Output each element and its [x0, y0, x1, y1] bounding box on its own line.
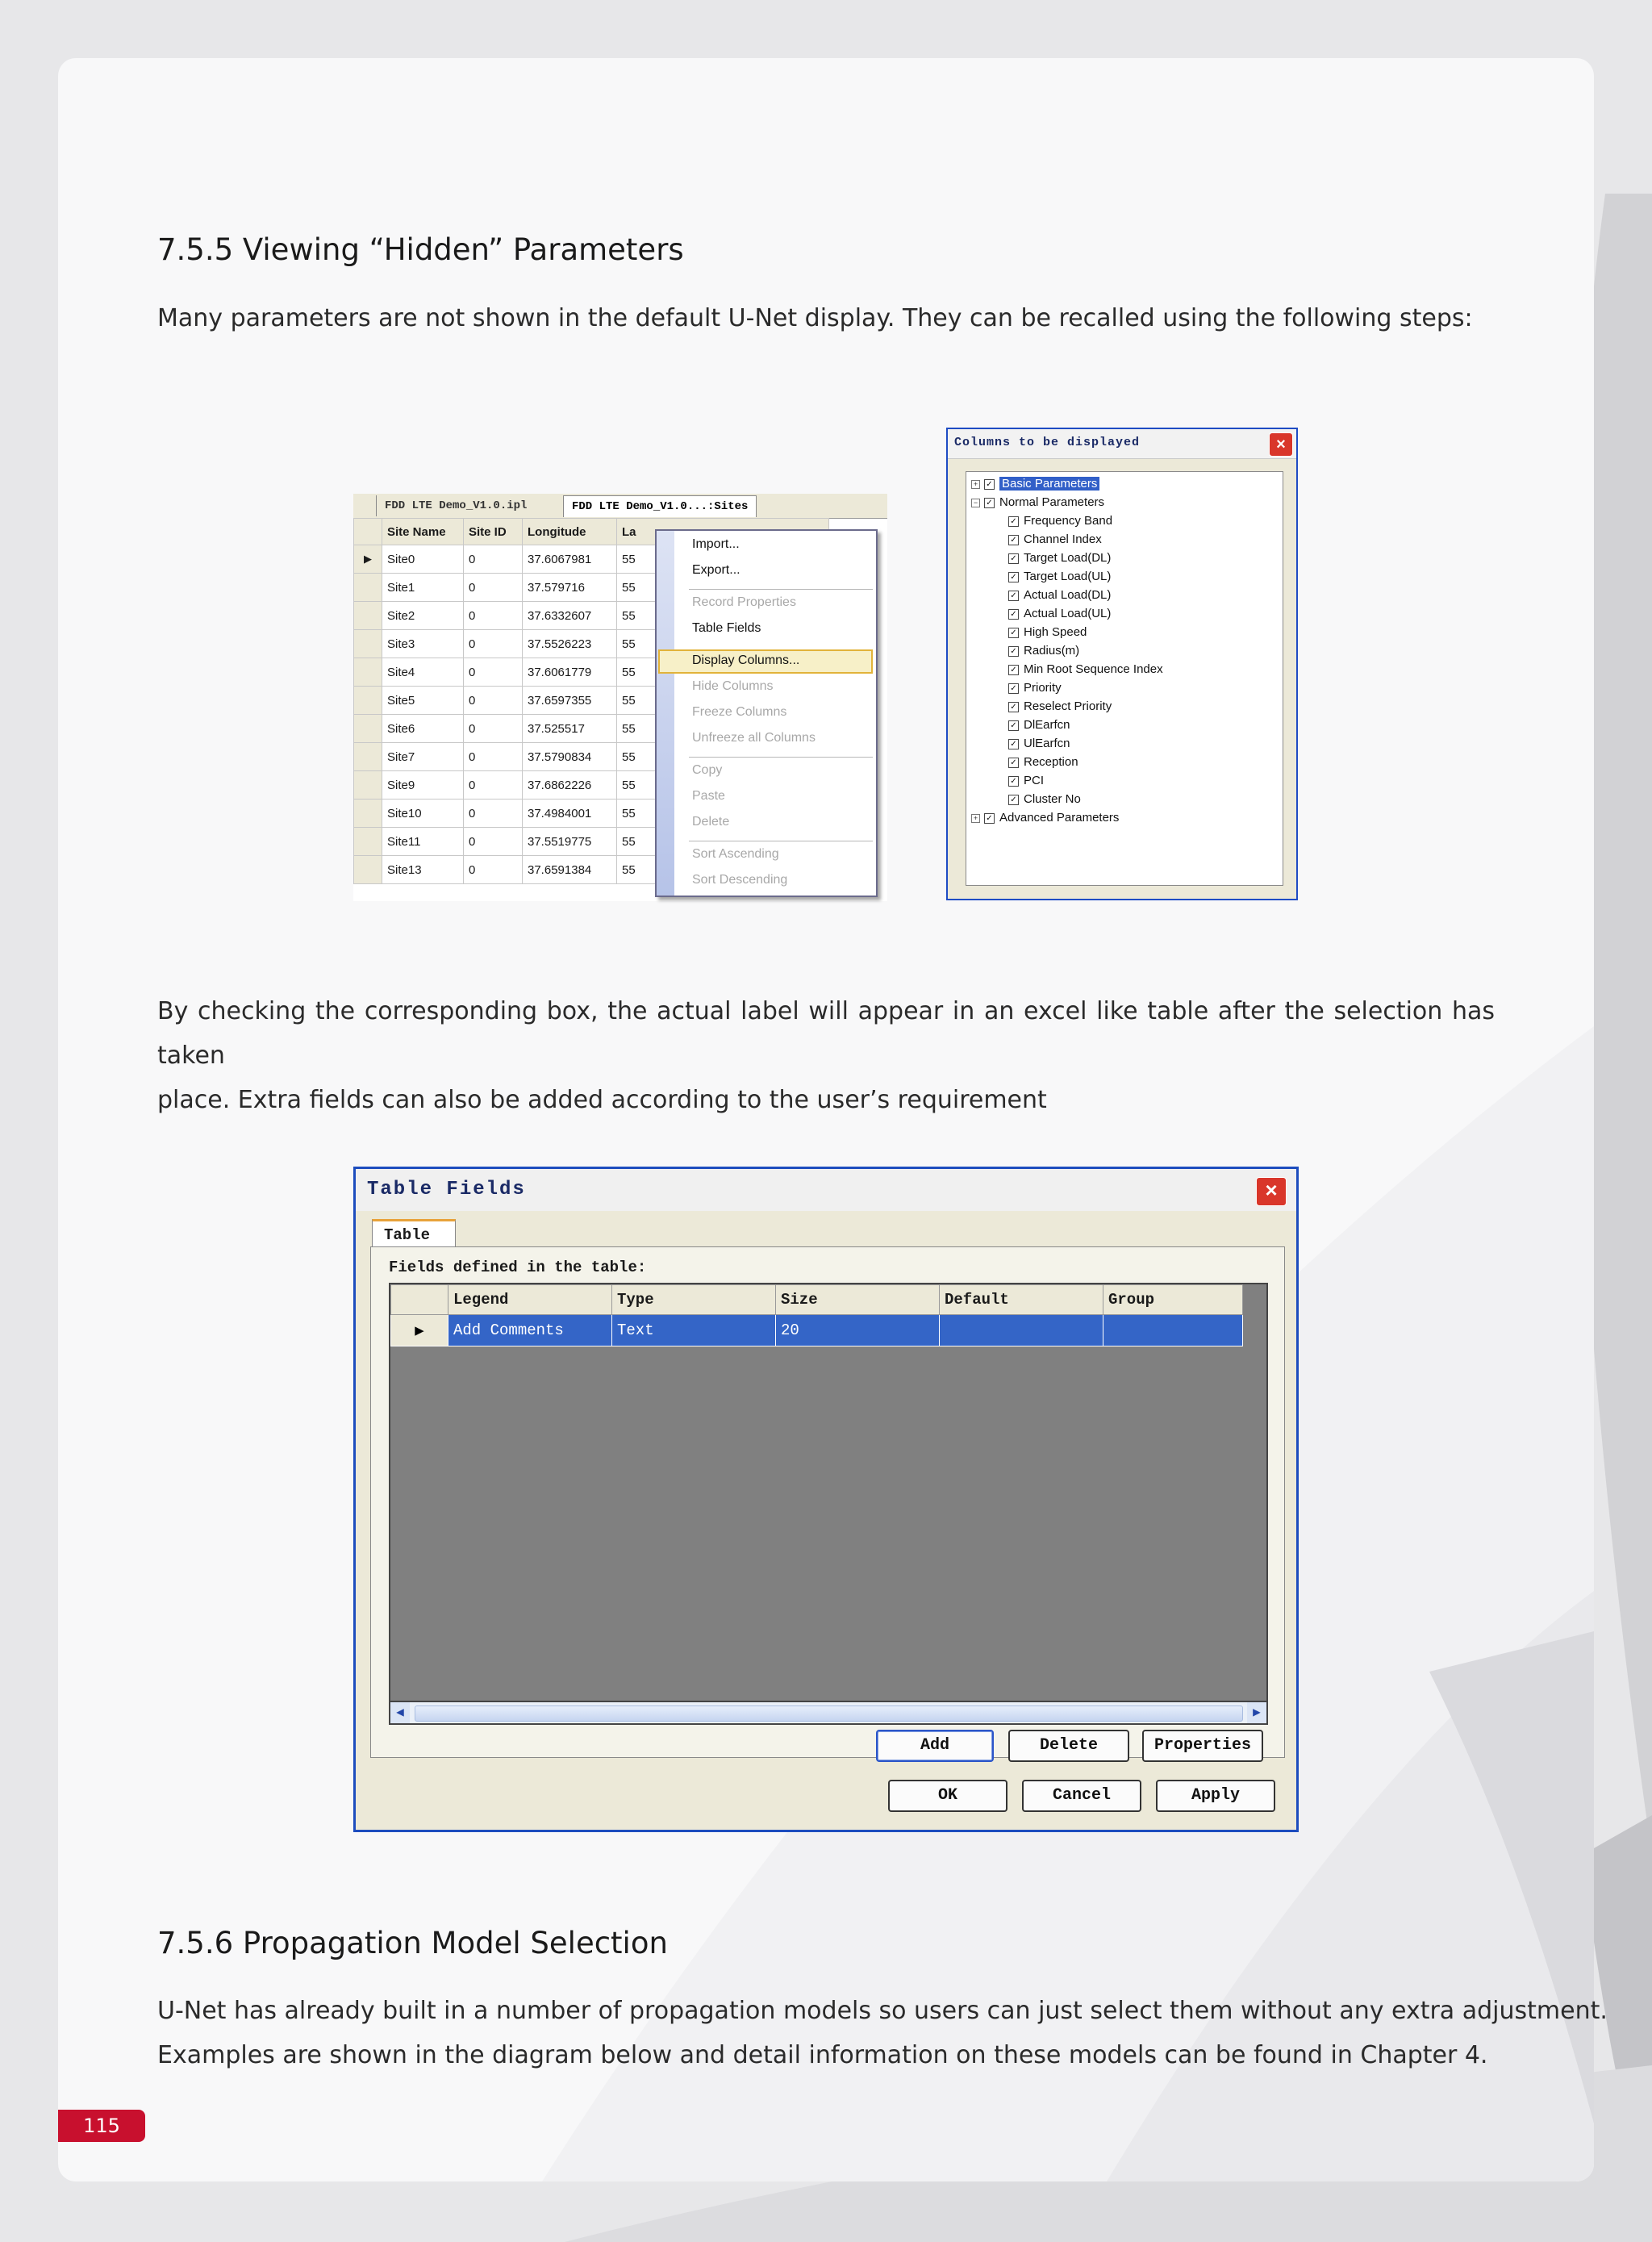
- col-default[interactable]: Default: [940, 1285, 1103, 1315]
- menu-item-export[interactable]: Export...: [692, 563, 740, 577]
- row-indicator: [354, 630, 382, 658]
- cell[interactable]: Site3: [382, 630, 464, 658]
- tree-node[interactable]: ✓ Radius(m): [1008, 644, 1079, 658]
- row-indicator: [354, 856, 382, 884]
- menu-item-copy: Copy: [692, 763, 723, 777]
- columns-dialog: [946, 428, 1298, 900]
- cell[interactable]: 37.6862226: [523, 771, 617, 800]
- row-indicator: [354, 743, 382, 771]
- cell[interactable]: Site5: [382, 687, 464, 715]
- cell[interactable]: 37.6597355: [523, 687, 617, 715]
- checkbox-icon[interactable]: ✓: [1008, 776, 1019, 787]
- table-row[interactable]: [391, 1315, 1243, 1346]
- tree-node-basic[interactable]: + ✓ Basic Parameters: [971, 477, 1099, 491]
- checkbox-icon[interactable]: ✓: [1008, 535, 1019, 545]
- checkbox-icon[interactable]: ✓: [1008, 591, 1019, 601]
- cell[interactable]: 37.4984001: [523, 800, 617, 828]
- propagation-line-1: U-Net has already built in a number of propagation models so users can just select them without any extra adjustment.: [157, 1997, 1608, 2025]
- checkbox-icon[interactable]: ✓: [984, 498, 995, 508]
- table-fields-titlebar: [356, 1169, 1296, 1211]
- row-indicator: [354, 828, 382, 856]
- cell[interactable]: 55: [617, 630, 829, 658]
- checkbox-icon[interactable]: ✓: [1008, 795, 1019, 805]
- cell[interactable]: 37.5526223: [523, 630, 617, 658]
- tree-node-advanced[interactable]: + ✓ Advanced Parameters: [971, 811, 1119, 825]
- collapse-icon[interactable]: −: [971, 499, 980, 507]
- cell-size[interactable]: 20: [776, 1315, 940, 1346]
- checkbox-icon[interactable]: ✓: [1008, 516, 1019, 527]
- current-row-icon: ▶: [354, 545, 382, 574]
- cell[interactable]: 55: [617, 856, 829, 884]
- row-indicator: [354, 771, 382, 800]
- ok-button[interactable]: OK: [888, 1780, 1007, 1812]
- checkbox-icon[interactable]: ✓: [1008, 646, 1019, 657]
- checkbox-icon[interactable]: ✓: [1008, 739, 1019, 749]
- tab-table[interactable]: Table: [372, 1219, 456, 1248]
- checkbox-icon[interactable]: ✓: [1008, 683, 1019, 694]
- cell-legend[interactable]: Add Comments: [448, 1315, 612, 1346]
- cell[interactable]: 37.5519775: [523, 828, 617, 856]
- menu-item-unfreeze-columns: Unfreeze all Columns: [692, 731, 816, 745]
- cell[interactable]: 0: [464, 828, 523, 856]
- cell[interactable]: Site11: [382, 828, 464, 856]
- cell[interactable]: Site6: [382, 715, 464, 743]
- row-indicator-header: [391, 1285, 448, 1315]
- columns-dialog-titlebar: [948, 429, 1296, 459]
- cell[interactable]: 0: [464, 856, 523, 884]
- expand-icon[interactable]: +: [971, 480, 980, 489]
- cell[interactable]: 0: [464, 771, 523, 800]
- fields-header-row: [391, 1285, 1243, 1315]
- cell[interactable]: 37.6067981: [523, 545, 617, 574]
- cell[interactable]: 37.525517: [523, 715, 617, 743]
- menu-separator: [689, 757, 873, 758]
- cell[interactable]: 0: [464, 800, 523, 828]
- tree-node[interactable]: ✓ PCI: [1008, 774, 1044, 787]
- scroll-right-icon[interactable]: ▶: [1247, 1702, 1266, 1723]
- tree-node[interactable]: ✓ Target Load(UL): [1008, 570, 1111, 583]
- cell[interactable]: 0: [464, 743, 523, 771]
- add-button[interactable]: Add: [876, 1730, 994, 1762]
- menu-item-display-columns[interactable]: Display Columns...: [692, 653, 800, 667]
- checkbox-icon[interactable]: ✓: [1008, 720, 1019, 731]
- checkbox-icon[interactable]: ✓: [1008, 758, 1019, 768]
- cell[interactable]: 0: [464, 658, 523, 687]
- cell[interactable]: 55: [617, 743, 829, 771]
- menu-item-sort-descending: Sort Descending: [692, 873, 788, 887]
- row-indicator: [354, 602, 382, 630]
- col-latitude[interactable]: La: [617, 519, 829, 545]
- menu-item-delete: Delete: [692, 815, 730, 829]
- tree-node[interactable]: ✓ Min Root Sequence Index: [1008, 662, 1163, 676]
- menu-item-record-properties: Record Properties: [692, 595, 796, 609]
- section-heading-7-5-5: 7.5.5 Viewing “Hidden” Parameters: [157, 232, 684, 267]
- propagation-paragraph: [157, 1989, 1608, 2077]
- cell[interactable]: 55: [617, 687, 829, 715]
- menu-separator: [689, 589, 873, 590]
- cell[interactable]: 0: [464, 602, 523, 630]
- tree-node[interactable]: ✓ Frequency Band: [1008, 514, 1112, 528]
- menu-item-import[interactable]: Import...: [692, 537, 740, 551]
- menu-item-table-fields[interactable]: Table Fields: [692, 621, 761, 635]
- explanation-line-2: place. Extra fields can also be added according to the user’s requirement: [157, 1086, 1047, 1114]
- cancel-button[interactable]: Cancel: [1022, 1780, 1141, 1812]
- checkbox-icon[interactable]: ✓: [1008, 572, 1019, 582]
- scroll-left-icon[interactable]: ◀: [390, 1702, 410, 1723]
- tree-node[interactable]: ✓ Cluster No: [1008, 792, 1081, 806]
- properties-button[interactable]: Properties: [1142, 1730, 1263, 1762]
- cell-default[interactable]: [940, 1315, 1103, 1346]
- delete-button[interactable]: Delete: [1008, 1730, 1129, 1762]
- horizontal-scrollbar[interactable]: [389, 1702, 1268, 1725]
- row-indicator: [354, 687, 382, 715]
- checkbox-icon[interactable]: ✓: [1008, 609, 1019, 620]
- tab-ipl[interactable]: FDD LTE Demo_V1.0.ipl: [376, 495, 535, 516]
- section-heading-7-5-6: 7.5.6 Propagation Model Selection: [157, 1926, 668, 1960]
- tab-sites[interactable]: FDD LTE Demo_V1.0...:Sites: [563, 495, 757, 517]
- checkbox-icon[interactable]: ✓: [984, 813, 995, 824]
- cell[interactable]: 55: [617, 715, 829, 743]
- cell[interactable]: 37.6332607: [523, 602, 617, 630]
- intro-paragraph: Many parameters are not shown in the default U-Net display. They can be recalled using the following steps:: [157, 304, 1473, 332]
- cell[interactable]: 55: [617, 545, 829, 574]
- fields-label: Fields defined in the table:: [389, 1259, 647, 1276]
- explanation-paragraph: [157, 989, 1495, 1122]
- cell[interactable]: Site0: [382, 545, 464, 574]
- tree-node[interactable]: ✓ Actual Load(DL): [1008, 588, 1111, 602]
- col-site-name[interactable]: Site Name: [382, 519, 464, 545]
- tree-node[interactable]: ✓ UlEarfcn: [1008, 737, 1070, 750]
- tree-node[interactable]: ✓ Priority: [1008, 681, 1062, 695]
- cell[interactable]: 0: [464, 715, 523, 743]
- cell[interactable]: 0: [464, 545, 523, 574]
- tree-node[interactable]: ✓ Actual Load(UL): [1008, 607, 1111, 620]
- row-indicator-header: [354, 519, 382, 545]
- table-fields-title: Table Fields: [367, 1179, 526, 1200]
- col-type[interactable]: Type: [612, 1285, 776, 1315]
- tree-node[interactable]: ✓ High Speed: [1008, 625, 1087, 639]
- cell[interactable]: Site4: [382, 658, 464, 687]
- cell[interactable]: Site10: [382, 800, 464, 828]
- checkbox-icon[interactable]: ✓: [1008, 665, 1019, 675]
- tree-node[interactable]: ✓ Reception: [1008, 755, 1078, 769]
- menu-item-paste: Paste: [692, 789, 725, 803]
- cell[interactable]: 55: [617, 828, 829, 856]
- cell[interactable]: 0: [464, 574, 523, 602]
- cell[interactable]: 37.6061779: [523, 658, 617, 687]
- row-indicator: [354, 715, 382, 743]
- context-menu: [655, 529, 878, 897]
- close-icon[interactable]: ×: [1256, 1177, 1287, 1206]
- columns-dialog-title: Columns to be displayed: [954, 436, 1141, 449]
- cell-type[interactable]: Text: [612, 1315, 776, 1346]
- fields-grid: [389, 1283, 1268, 1702]
- col-legend[interactable]: Legend: [448, 1285, 612, 1315]
- tree-node[interactable]: ✓ Target Load(DL): [1008, 551, 1111, 565]
- tree-node[interactable]: ✓ Reselect Priority: [1008, 699, 1112, 713]
- page-number: 115: [58, 2110, 145, 2142]
- checkbox-icon[interactable]: ✓: [1008, 702, 1019, 712]
- menu-item-hide-columns: Hide Columns: [692, 679, 774, 693]
- columns-tree: [966, 471, 1283, 886]
- current-row-icon: ▶: [391, 1315, 448, 1346]
- close-icon[interactable]: ×: [1269, 432, 1293, 457]
- cell[interactable]: 37.5790834: [523, 743, 617, 771]
- apply-button[interactable]: Apply: [1156, 1780, 1275, 1812]
- tree-node[interactable]: ✓ Channel Index: [1008, 532, 1102, 546]
- cell[interactable]: Site1: [382, 574, 464, 602]
- propagation-line-2: Examples are shown in the diagram below and detail information on these models can be found in Chapter 4.: [157, 2041, 1488, 2069]
- cell[interactable]: 55: [617, 602, 829, 630]
- row-indicator: [354, 800, 382, 828]
- grid-tabs: [353, 494, 887, 519]
- cell[interactable]: 55: [617, 574, 829, 602]
- checkbox-icon[interactable]: ✓: [984, 479, 995, 490]
- menu-item-sort-ascending: Sort Ascending: [692, 847, 779, 861]
- menu-icon-strip: [657, 531, 674, 896]
- tree-node-normal[interactable]: − ✓ Normal Parameters: [971, 495, 1104, 509]
- checkbox-icon[interactable]: ✓: [1008, 553, 1019, 564]
- cell[interactable]: Site7: [382, 743, 464, 771]
- col-group[interactable]: Group: [1103, 1285, 1243, 1315]
- cell[interactable]: 0: [464, 630, 523, 658]
- cell[interactable]: 37.6591384: [523, 856, 617, 884]
- cell[interactable]: Site2: [382, 602, 464, 630]
- cell[interactable]: 55: [617, 800, 829, 828]
- cell[interactable]: 0: [464, 687, 523, 715]
- row-indicator: [354, 574, 382, 602]
- cell[interactable]: 37.579716: [523, 574, 617, 602]
- col-site-id[interactable]: Site ID: [464, 519, 523, 545]
- col-longitude[interactable]: Longitude: [523, 519, 617, 545]
- table-tab-panel: [370, 1246, 1285, 1758]
- cell[interactable]: Site13: [382, 856, 464, 884]
- cell[interactable]: 55: [617, 658, 829, 687]
- scroll-thumb[interactable]: [415, 1706, 1243, 1722]
- expand-icon[interactable]: +: [971, 814, 980, 823]
- cell[interactable]: 55: [617, 771, 829, 800]
- cell[interactable]: Site9: [382, 771, 464, 800]
- explanation-line-1: By checking the corresponding box, the actual label will appear in an excel like table after the selection has taken: [157, 997, 1495, 1070]
- tree-node[interactable]: ✓ DlEarfcn: [1008, 718, 1070, 732]
- menu-item-freeze-columns: Freeze Columns: [692, 705, 787, 719]
- cell-group[interactable]: [1103, 1315, 1243, 1346]
- table-fields-dialog: [353, 1167, 1299, 1832]
- checkbox-icon[interactable]: ✓: [1008, 628, 1019, 638]
- row-indicator: [354, 658, 382, 687]
- col-size[interactable]: Size: [776, 1285, 940, 1315]
